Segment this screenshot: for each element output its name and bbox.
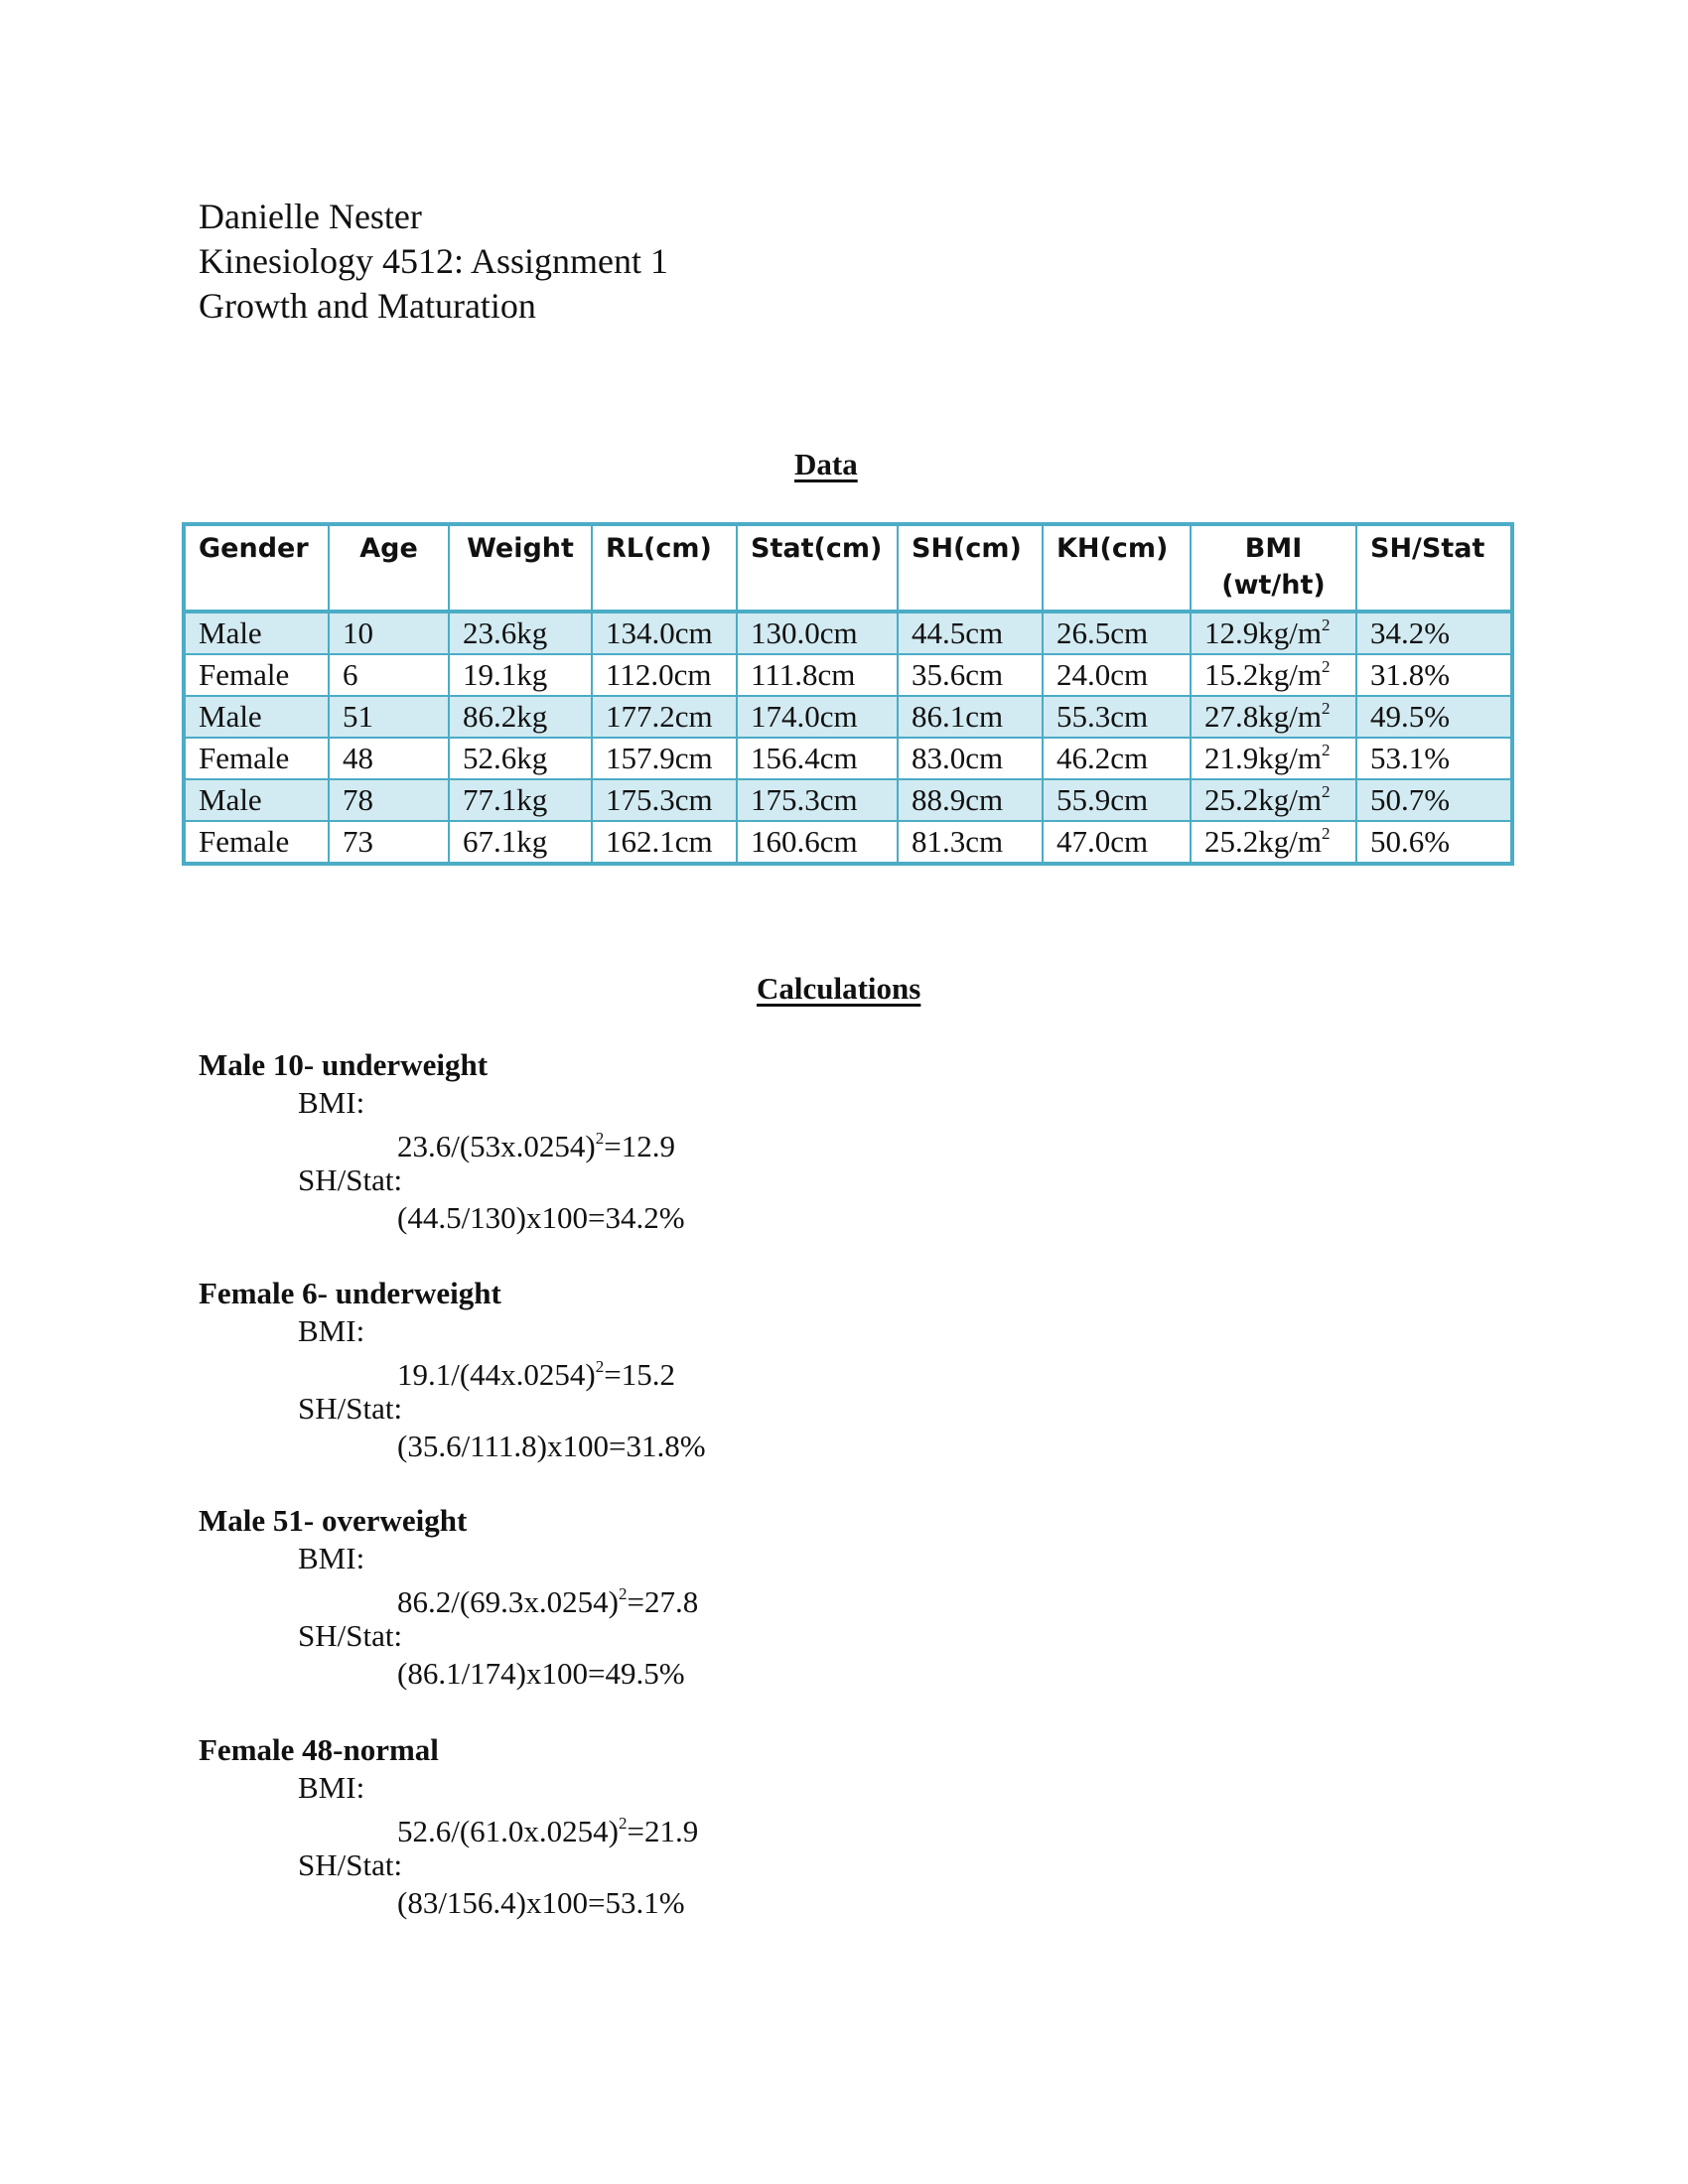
cell-sh-stat: 34.2% <box>1356 612 1512 654</box>
column-header-bmi: BMI (wt/ht) <box>1191 524 1356 612</box>
column-header-rl: RL(cm) <box>592 524 737 612</box>
column-header-weight: Weight <box>449 524 592 612</box>
squared-superscript: 2 <box>595 1357 605 1377</box>
cell-rl: 134.0cm <box>592 612 737 654</box>
cell-kh: 47.0cm <box>1043 821 1191 864</box>
squared-superscript: 2 <box>1321 657 1331 677</box>
cell-weight: 23.6kg <box>449 612 592 654</box>
sh-stat-formula: (44.5/130)x100=34.2% <box>397 1200 685 1235</box>
column-header-stat: Stat(cm) <box>737 524 898 612</box>
column-header-gender: Gender <box>184 524 329 612</box>
cell-gender: Female <box>184 738 329 779</box>
cell-gender: Male <box>184 696 329 738</box>
cell-stat: 174.0cm <box>737 696 898 738</box>
sh-stat-formula: (35.6/111.8)x100=31.8% <box>397 1429 706 1463</box>
sh-stat-formula: (86.1/174)x100=49.5% <box>397 1656 685 1691</box>
cell-weight: 67.1kg <box>449 821 592 864</box>
squared-superscript: 2 <box>1321 824 1331 844</box>
squared-superscript: 2 <box>1321 615 1331 635</box>
bmi-value: 15.2kg/m <box>1204 657 1322 692</box>
cell-bmi <box>1191 779 1356 821</box>
squared-superscript: 2 <box>1321 699 1331 719</box>
cell-rl: 162.1cm <box>592 821 737 864</box>
cell-sh-stat: 53.1% <box>1356 738 1512 779</box>
cell-stat: 156.4cm <box>737 738 898 779</box>
cell-weight: 52.6kg <box>449 738 592 779</box>
squared-superscript: 2 <box>619 1814 628 1834</box>
case-heading: Male 10- underweight <box>199 1047 489 1082</box>
case-heading: Female 48-normal <box>199 1732 439 1767</box>
course-title: Kinesiology 4512: Assignment 1 <box>199 241 669 281</box>
bmi-value: 25.2kg/m <box>1204 782 1322 817</box>
cell-rl: 177.2cm <box>592 696 737 738</box>
cell-sh: 35.6cm <box>898 654 1043 696</box>
column-header-sh: SH(cm) <box>898 524 1043 612</box>
author-name: Danielle Nester <box>199 197 422 236</box>
document-header <box>199 195 668 329</box>
calculation-block <box>199 1502 699 1693</box>
table-row <box>184 612 1512 654</box>
table-row <box>184 821 1512 864</box>
cell-stat: 130.0cm <box>737 612 898 654</box>
data-section-title: Data <box>794 447 858 481</box>
bmi-formula <box>397 1813 698 1850</box>
cell-age: 73 <box>329 821 449 864</box>
cell-kh: 46.2cm <box>1043 738 1191 779</box>
cell-sh: 44.5cm <box>898 612 1043 654</box>
sh-stat-label: SH/Stat: <box>298 1618 403 1653</box>
column-header-sh-stat: SH/Stat <box>1356 524 1512 612</box>
cell-sh-stat: 50.6% <box>1356 821 1512 864</box>
cell-sh-stat: 49.5% <box>1356 696 1512 738</box>
cell-sh-stat: 50.7% <box>1356 779 1512 821</box>
calculation-block <box>199 1275 706 1465</box>
cell-bmi <box>1191 612 1356 654</box>
bmi-formula <box>397 1128 686 1165</box>
cell-age: 51 <box>329 696 449 738</box>
table-header-row <box>184 524 1512 612</box>
cell-age: 78 <box>329 779 449 821</box>
cell-gender: Female <box>184 821 329 864</box>
bmi-formula <box>397 1356 706 1394</box>
cell-kh: 55.9cm <box>1043 779 1191 821</box>
squared-superscript: 2 <box>1321 782 1331 802</box>
cell-sh: 81.3cm <box>898 821 1043 864</box>
calculation-block <box>199 1046 685 1237</box>
cell-gender: Female <box>184 654 329 696</box>
bmi-label: BMI: <box>298 1313 365 1348</box>
cell-sh-stat: 31.8% <box>1356 654 1512 696</box>
sh-stat-label: SH/Stat: <box>298 1391 403 1426</box>
bmi-formula-base: 23.6/(53x.0254) <box>397 1129 596 1163</box>
bmi-value: 12.9kg/m <box>1204 615 1322 650</box>
bmi-formula-result: =12.9 <box>604 1129 676 1163</box>
bmi-label: BMI: <box>298 1085 365 1120</box>
cell-sh: 83.0cm <box>898 738 1043 779</box>
cell-gender: Male <box>184 779 329 821</box>
case-heading: Male 51- overweight <box>199 1503 468 1538</box>
cell-bmi <box>1191 738 1356 779</box>
cell-bmi <box>1191 696 1356 738</box>
bmi-value: 25.2kg/m <box>1204 824 1322 859</box>
cell-kh: 24.0cm <box>1043 654 1191 696</box>
calculations-section-title: Calculations <box>757 971 921 1006</box>
cell-bmi <box>1191 654 1356 696</box>
table-row <box>184 779 1512 821</box>
cell-rl: 112.0cm <box>592 654 737 696</box>
bmi-label: BMI: <box>298 1770 365 1805</box>
cell-weight: 86.2kg <box>449 696 592 738</box>
bmi-value: 27.8kg/m <box>1204 699 1322 734</box>
cell-age: 6 <box>329 654 449 696</box>
squared-superscript: 2 <box>595 1129 605 1149</box>
bmi-label: BMI: <box>298 1541 365 1575</box>
cell-weight: 77.1kg <box>449 779 592 821</box>
cell-kh: 26.5cm <box>1043 612 1191 654</box>
cell-rl: 175.3cm <box>592 779 737 821</box>
bmi-formula <box>397 1583 698 1621</box>
case-heading: Female 6- underweight <box>199 1276 501 1310</box>
cell-stat: 175.3cm <box>737 779 898 821</box>
cell-bmi <box>1191 821 1356 864</box>
cell-rl: 157.9cm <box>592 738 737 779</box>
bmi-formula-base: 19.1/(44x.0254) <box>397 1357 596 1392</box>
cell-age: 48 <box>329 738 449 779</box>
column-header-age: Age <box>329 524 449 612</box>
sh-stat-label: SH/Stat: <box>298 1162 403 1197</box>
bmi-formula-base: 86.2/(69.3x.0254) <box>397 1584 620 1619</box>
table-row <box>184 654 1512 696</box>
bmi-formula-result: =15.2 <box>604 1357 676 1392</box>
table-row <box>184 738 1512 779</box>
cell-stat: 111.8cm <box>737 654 898 696</box>
assignment-topic: Growth and Maturation <box>199 286 536 326</box>
cell-gender: Male <box>184 612 329 654</box>
cell-sh: 86.1cm <box>898 696 1043 738</box>
sh-stat-formula: (83/156.4)x100=53.1% <box>397 1885 685 1920</box>
cell-sh: 88.9cm <box>898 779 1043 821</box>
cell-kh: 55.3cm <box>1043 696 1191 738</box>
bmi-formula-base: 52.6/(61.0x.0254) <box>397 1814 620 1848</box>
cell-stat: 160.6cm <box>737 821 898 864</box>
squared-superscript: 2 <box>619 1584 628 1604</box>
table-row <box>184 696 1512 738</box>
cell-age: 10 <box>329 612 449 654</box>
sh-stat-label: SH/Stat: <box>298 1847 403 1882</box>
bmi-formula-result: =21.9 <box>627 1814 699 1848</box>
column-header-kh: KH(cm) <box>1043 524 1191 612</box>
bmi-value: 21.9kg/m <box>1204 741 1322 775</box>
cell-weight: 19.1kg <box>449 654 592 696</box>
calculation-block <box>199 1731 699 1922</box>
squared-superscript: 2 <box>1321 741 1331 760</box>
measurements-table <box>182 522 1514 866</box>
bmi-formula-result: =27.8 <box>627 1584 699 1619</box>
